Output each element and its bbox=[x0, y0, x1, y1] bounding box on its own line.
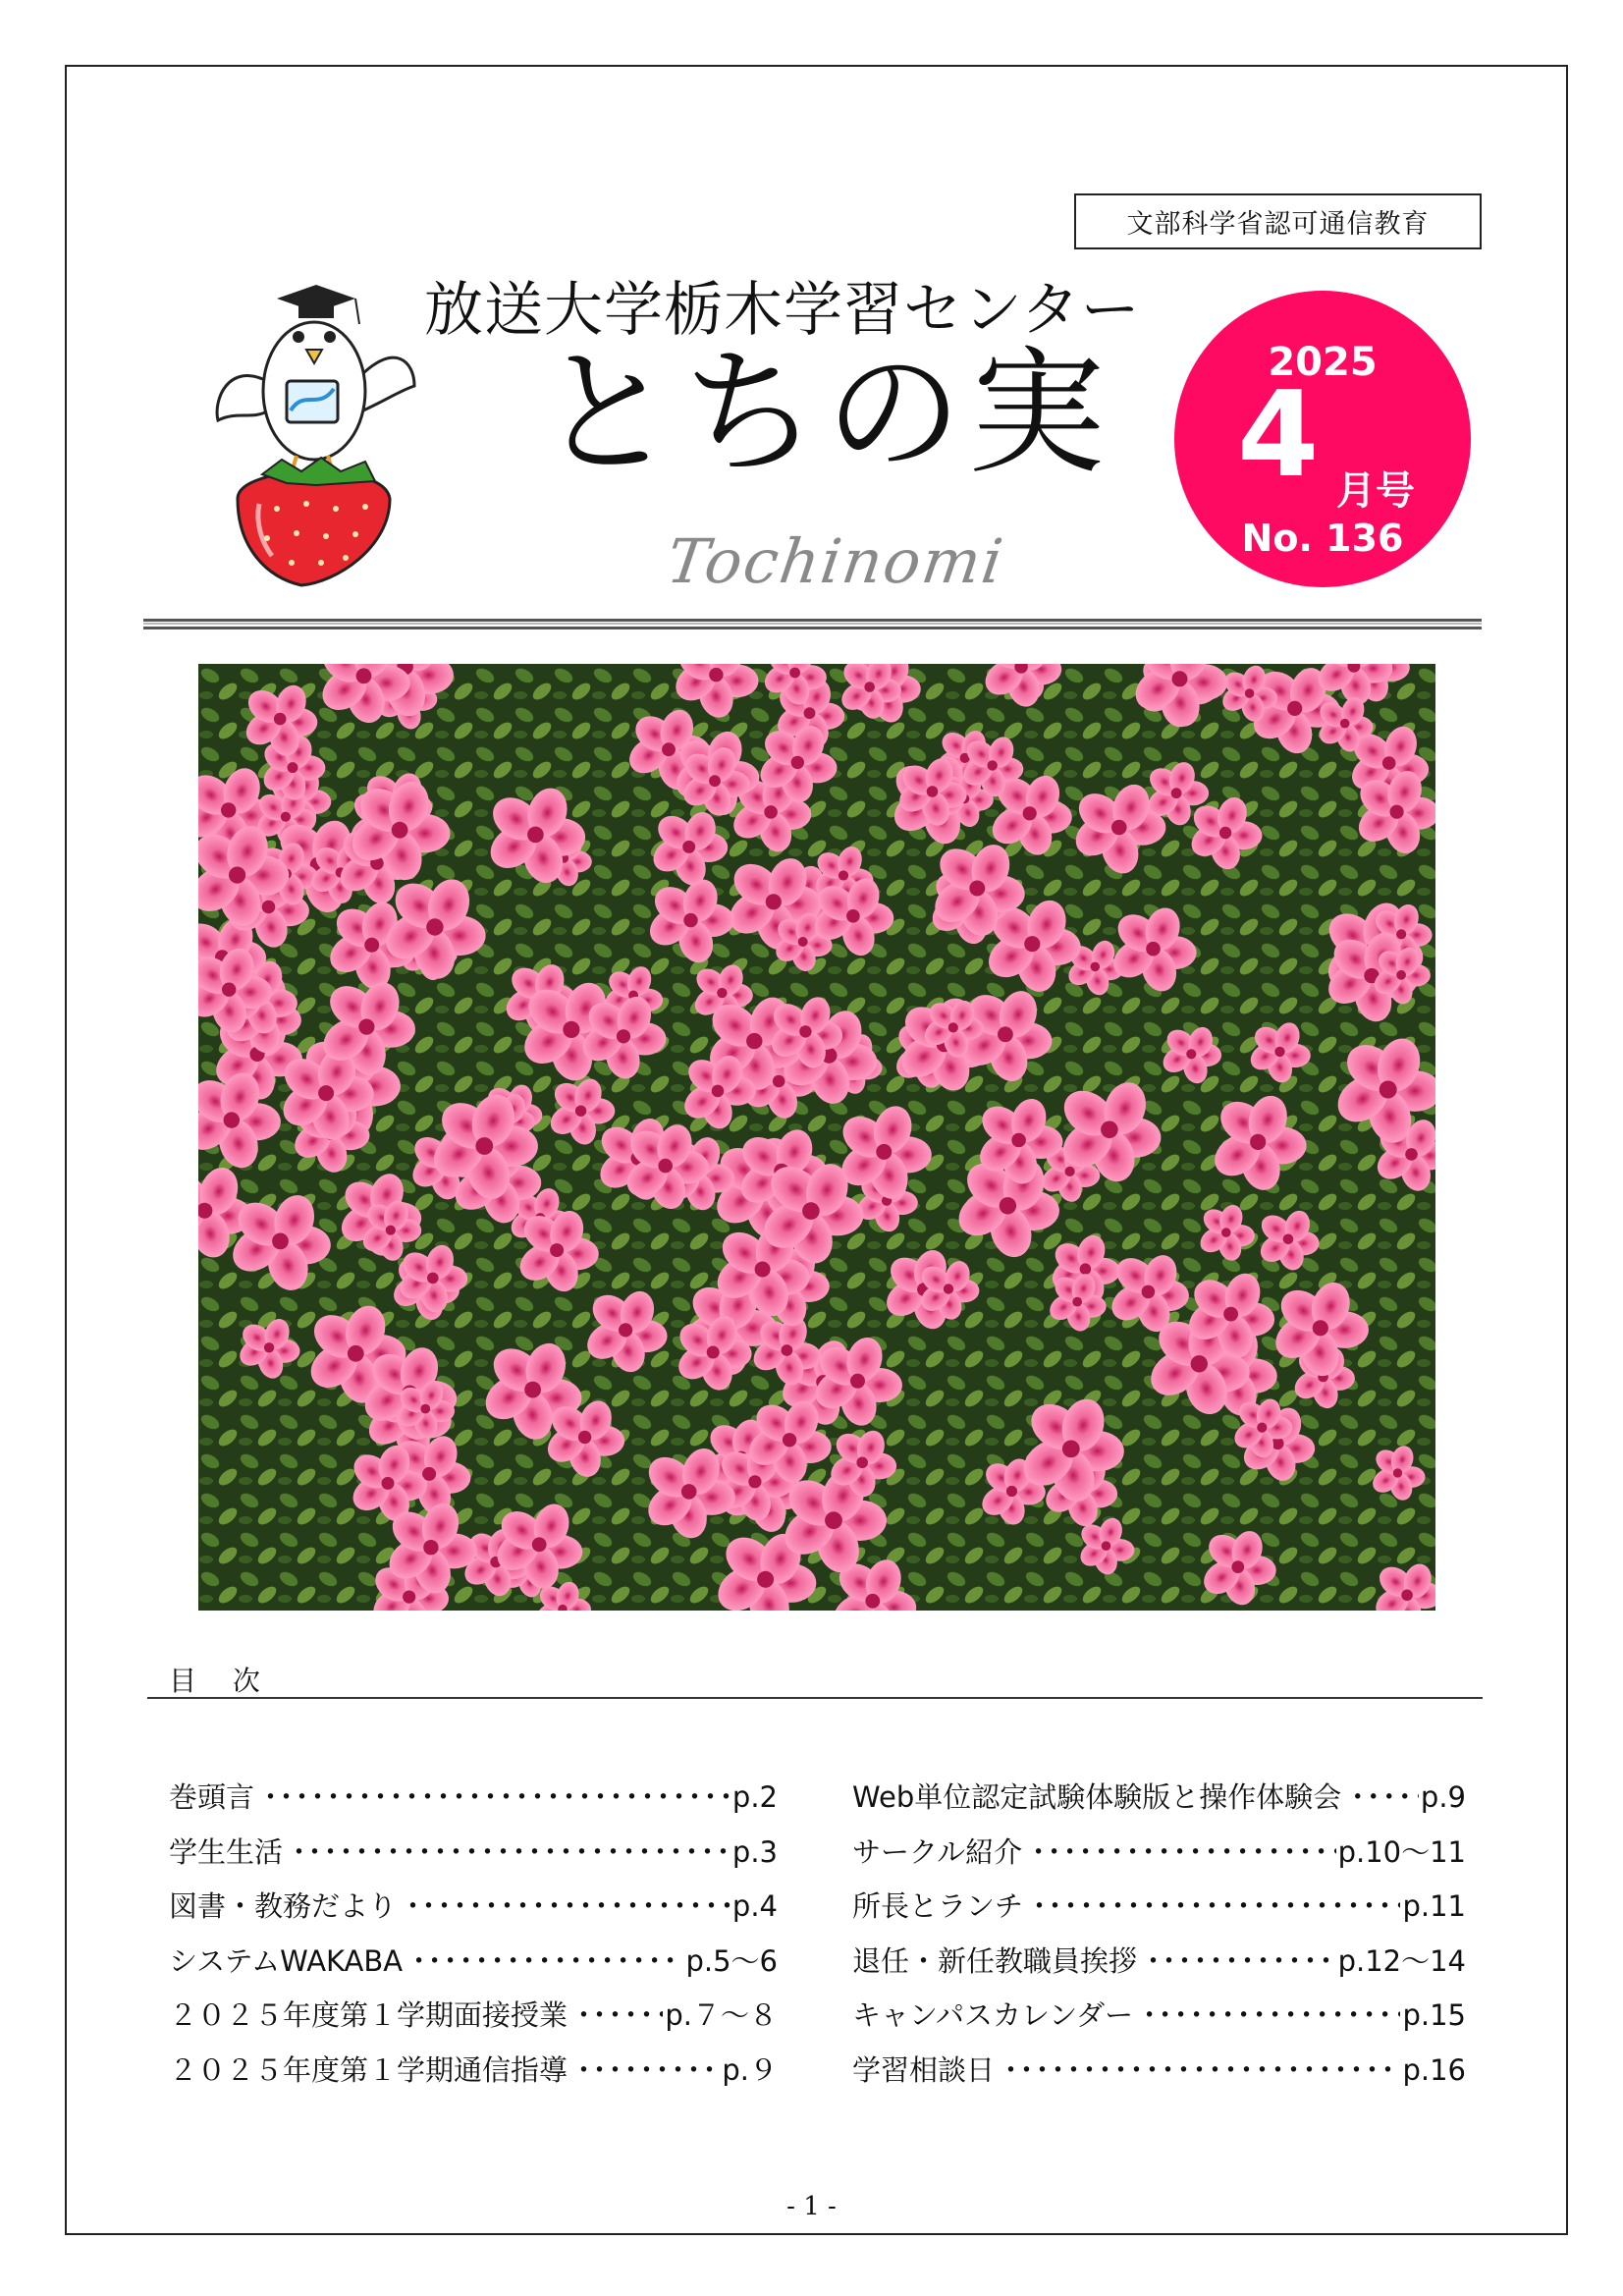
toc-leader-dots bbox=[399, 1885, 730, 1925]
toc-item bbox=[852, 2049, 1466, 2104]
authorization-label: 文部科学省認可通信教育 bbox=[1074, 193, 1482, 249]
toc-item-page: p.9 bbox=[1420, 1780, 1466, 1814]
toc-leader-dots bbox=[256, 1776, 730, 1816]
toc-item-title: 学生生活 bbox=[169, 1834, 284, 1869]
toc-item-title: Web単位認定試験体験版と操作体験会 bbox=[852, 1780, 1342, 1814]
issue-year: 2025 bbox=[1268, 340, 1378, 385]
toc-item bbox=[169, 1776, 778, 1831]
toc-item bbox=[169, 2049, 778, 2104]
toc-leader-dots bbox=[1024, 1831, 1335, 1871]
center-name: 放送大学栃木学習センター bbox=[424, 276, 1141, 345]
toc-leader-dots bbox=[1135, 1994, 1400, 2034]
toc-item-page: p.11 bbox=[1402, 1889, 1466, 1923]
toc-leader-dots bbox=[1139, 1940, 1336, 1980]
toc-heading: 目 次 bbox=[169, 1665, 274, 1697]
toc-item bbox=[852, 1885, 1466, 1940]
issue-month-unit: 月号 bbox=[1336, 468, 1415, 514]
toc-divider bbox=[147, 1697, 1483, 1699]
toc-item-title: サークル紹介 bbox=[852, 1834, 1023, 1869]
toc-item bbox=[169, 1940, 778, 1995]
toc-item bbox=[169, 1885, 778, 1940]
toc-item-title: 図書・教務だより bbox=[169, 1889, 398, 1923]
toc-item-page: p.2 bbox=[731, 1780, 778, 1814]
toc-leader-dots bbox=[1343, 1776, 1419, 1816]
toc-item-page: p.3 bbox=[731, 1834, 778, 1869]
toc-item bbox=[852, 1994, 1466, 2049]
toc-item-page: p.12～14 bbox=[1337, 1943, 1466, 1978]
toc-leader-dots bbox=[405, 1940, 683, 1980]
toc-leader-dots bbox=[1025, 1885, 1400, 1925]
toc-item-page: p.15 bbox=[1402, 1998, 1466, 2032]
issue-number: No. 136 bbox=[1241, 517, 1404, 560]
toc-item bbox=[852, 1831, 1466, 1886]
toc-item-title: 巻頭言 bbox=[169, 1780, 255, 1814]
toc-item bbox=[169, 1831, 778, 1886]
toc-item-title: ２０２５年度第１学期通信指導 bbox=[169, 2052, 568, 2087]
bird-mascot-illustration bbox=[208, 263, 419, 587]
toc-left-column bbox=[169, 1776, 778, 2103]
toc-item bbox=[852, 1776, 1466, 1831]
toc-item-title: 学習相談日 bbox=[852, 2052, 996, 2087]
toc-item bbox=[169, 1994, 778, 2049]
toc-item-page: p.4 bbox=[731, 1889, 778, 1923]
toc-item-page: p.７～８ bbox=[665, 1998, 778, 2032]
toc-item-title: 退任・新任教職員挨拶 bbox=[852, 1943, 1138, 1978]
toc-item bbox=[852, 1940, 1466, 1995]
page-number: - 1 - bbox=[786, 2192, 837, 2221]
toc-item-page: p.16 bbox=[1402, 2052, 1466, 2087]
issue-month: 4 bbox=[1237, 367, 1320, 504]
toc-item-page: p.5～6 bbox=[685, 1943, 778, 1978]
toc-leader-dots bbox=[997, 2049, 1400, 2089]
toc-leader-dots bbox=[569, 2049, 720, 2089]
newsletter-title: とちの実 bbox=[538, 334, 1112, 494]
toc-item-title: システムWAKABA bbox=[169, 1943, 404, 1978]
toc-item-title: 所長とランチ bbox=[852, 1889, 1024, 1923]
header-divider bbox=[143, 619, 1482, 629]
toc-item-page: p.10～11 bbox=[1337, 1834, 1466, 1869]
azalea-photo bbox=[198, 664, 1435, 1611]
toc-leader-dots bbox=[569, 1994, 663, 2034]
toc-item-title: ２０２５年度第１学期面接授業 bbox=[169, 1998, 568, 2032]
toc-right-column bbox=[852, 1776, 1466, 2103]
toc-leader-dots bbox=[285, 1831, 730, 1871]
toc-item-page: p.９ bbox=[722, 2052, 778, 2087]
newsletter-title-romaji: Tochinomi bbox=[662, 525, 1009, 597]
toc-item-title: キャンパスカレンダー bbox=[852, 1998, 1134, 2032]
issue-badge bbox=[1174, 291, 1471, 587]
